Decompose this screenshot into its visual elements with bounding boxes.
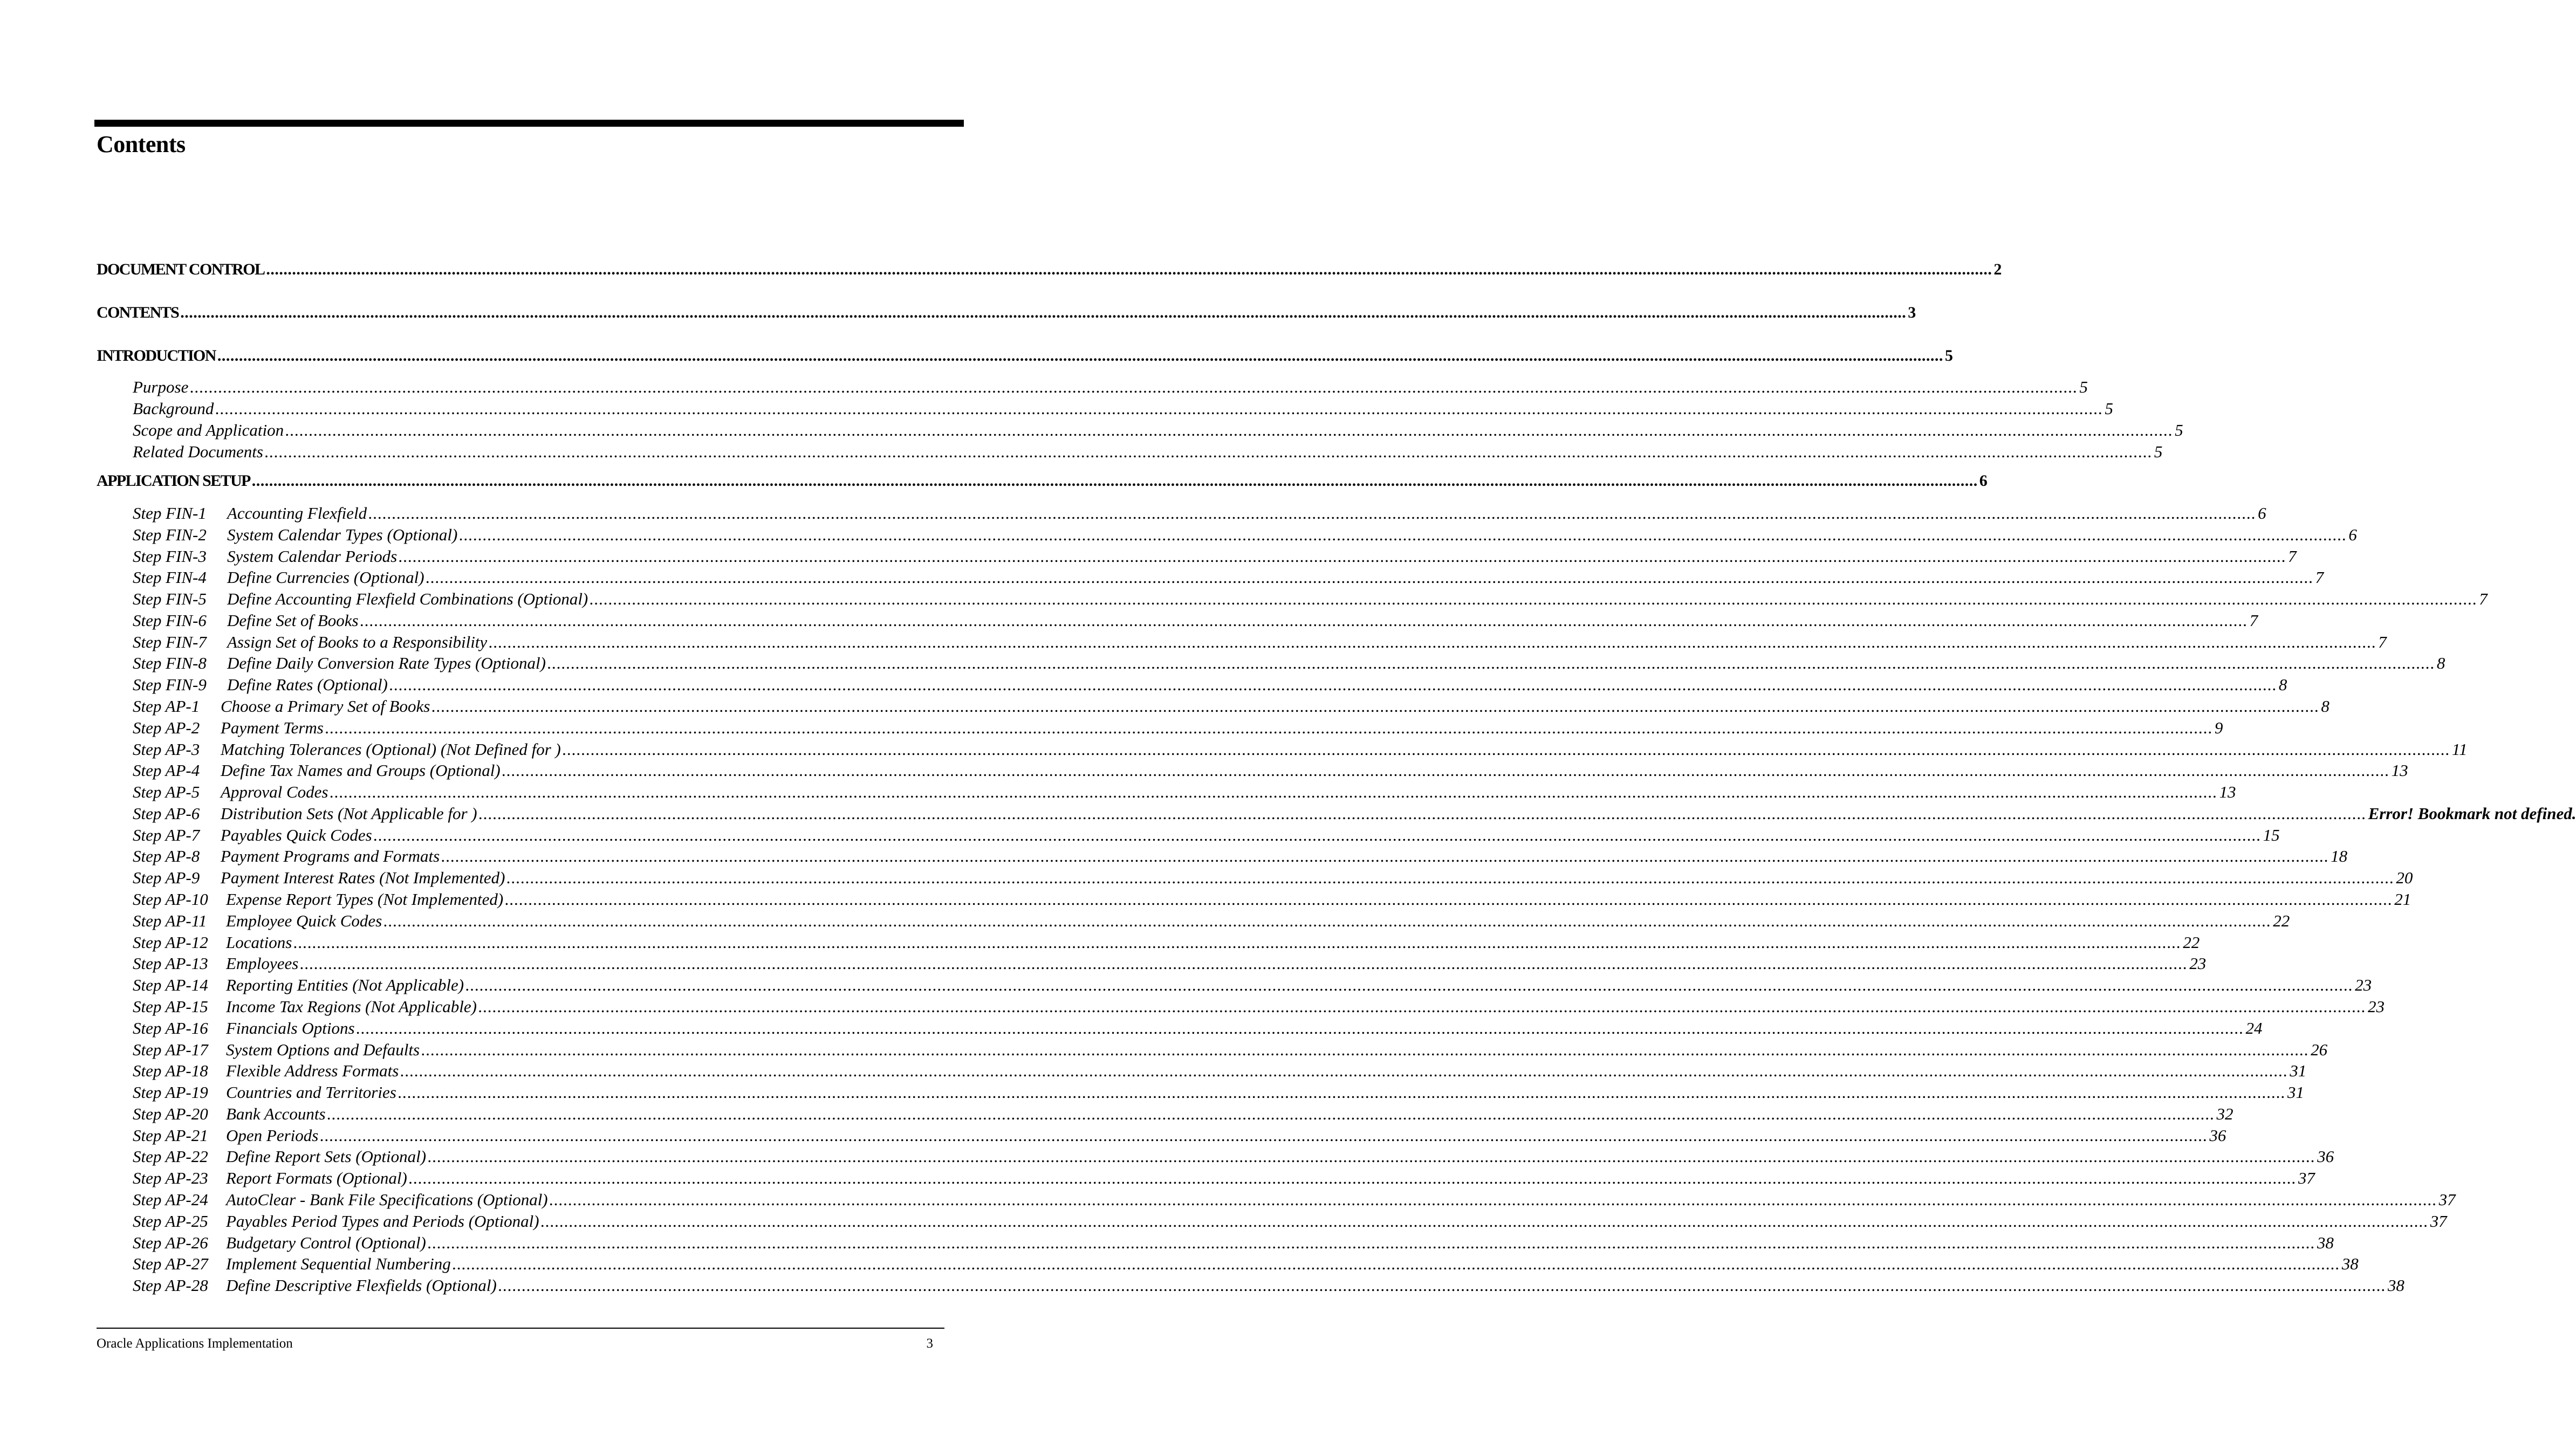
dot-leader: ................................................................................................................................................................................................................................................................................................................................................................................................................ [428,1147,2316,1166]
toc-entry-title: Employee Quick Codes [226,911,382,930]
toc-entry[interactable] [133,1060,2307,1082]
toc-entry-title: Define Rates (Optional) [227,675,388,694]
toc-step-number: Step AP-8 [133,847,200,865]
toc-entry-title: Define Descriptive Flexfields (Optional) [226,1276,497,1295]
toc-entry-title: Assign Set of Books to a Responsibility [227,633,488,651]
toc-entry-title: Payables Quick Codes [221,826,372,844]
toc-entry[interactable] [133,974,2372,996]
toc-page-number: 7 [2378,633,2387,651]
toc-entry[interactable] [133,717,2223,739]
toc-entry[interactable] [133,376,2088,398]
toc-entry[interactable] [133,610,2258,631]
toc-entry[interactable] [133,846,2348,867]
dot-leader: ................................................................................................................................................................................................................................................................................................................................................................................................................ [330,782,2218,801]
dot-leader: ................................................................................................................................................................................................................................................................................................................................................................................................................ [505,890,2393,909]
dot-leader: ................................................................................................................................................................................................................................................................................................................................................................................................................ [426,568,2314,587]
toc-page-number: 22 [2183,933,2200,952]
toc-entry-title: Background [133,399,214,418]
toc-page-number: 3 [1908,304,1915,321]
toc-page-number: 9 [2214,718,2223,737]
dot-leader: ................................................................................................................................................................................................................................................................................................................................................................................................................ [300,954,2188,973]
dot-leader: ................................................................................................................................................................................................................................................................................................................................................................................................................ [465,975,2354,994]
toc-entry-title: Payables Period Types and Periods (Optional) [226,1212,539,1231]
toc-page-number: 7 [2288,547,2297,566]
toc-page-number: 31 [2290,1061,2307,1080]
toc-entry[interactable] [133,825,2280,846]
toc-entry-title: Financials Options [226,1019,355,1038]
toc-step-number: Step AP-26 [133,1233,208,1252]
toc-step-number: Step FIN-5 [133,589,207,608]
toc-step-number: Step FIN-7 [133,633,207,651]
toc-entry-title: Matching Tolerances (Optional) (Not Defined for ) [221,740,561,759]
toc-entry[interactable] [133,696,2330,717]
dot-leader: ................................................................................................................................................................................................................................................................................................................................................................................................................ [360,611,2248,630]
toc-page-number: 23 [2189,954,2207,973]
toc-entry[interactable] [133,1189,2456,1211]
dot-leader: ................................................................................................................................................................................................................................................................................................................................................................................................................ [399,547,2287,566]
toc-section-entry[interactable] [97,259,2001,280]
toc-entry-title: Define Currencies (Optional) [227,568,424,587]
toc-entry-title: Approval Codes [221,782,328,801]
dot-leader: ................................................................................................................................................................................................................................................................................................................................................................................................................ [251,472,1978,490]
dot-leader: ................................................................................................................................................................................................................................................................................................................................................................................................................ [431,697,2320,716]
toc-entry[interactable] [133,760,2408,781]
toc-entry-title: Scope and Application [133,421,284,439]
toc-step-number: Step AP-12 [133,933,208,952]
toc-section-entry[interactable] [97,470,1987,492]
toc-page-number: 13 [2219,782,2236,801]
toc-step-number: Step AP-1 [133,697,200,716]
toc-entry[interactable] [133,1082,2304,1103]
dot-leader: ................................................................................................................................................................................................................................................................................................................................................................................................................ [489,633,2377,651]
dot-leader: ................................................................................................................................................................................................................................................................................................................................................................................................................ [325,718,2213,737]
dot-leader: ................................................................................................................................................................................................................................................................................................................................................................................................................ [421,1040,2310,1059]
toc-entry[interactable] [133,503,2266,524]
toc-entry[interactable] [133,867,2413,889]
toc-page-number: 26 [2311,1040,2328,1059]
dot-leader: ................................................................................................................................................................................................................................................................................................................................................................................................................ [327,1104,2215,1123]
toc-page-number: 37 [2430,1212,2447,1231]
toc-page-number: 22 [2273,911,2290,930]
toc-entry-title: System Options and Defaults [226,1040,420,1059]
toc-entry-title: Budgetary Control (Optional) [226,1233,426,1252]
toc-page-number: 37 [2438,1190,2456,1209]
toc-entry[interactable] [133,567,2324,588]
toc-step-number: Step FIN-2 [133,525,207,544]
toc-page-number: 5 [2154,442,2163,461]
toc-page-number: 8 [2321,697,2330,716]
toc-step-number: Step AP-6 [133,804,200,823]
toc-entry-title: Employees [226,954,299,973]
toc-page-number: 15 [2263,826,2280,844]
toc-page-number: 5 [2079,377,2088,396]
toc-entry-title: Flexible Address Formats [226,1061,399,1080]
toc-step-number: Step AP-15 [133,997,208,1016]
toc-entry[interactable] [133,889,2411,910]
toc-entry[interactable] [133,546,2297,567]
footer-rule [97,1328,944,1329]
toc-page-number: 21 [2394,890,2411,909]
dot-leader: ................................................................................................................................................................................................................................................................................................................................................................................................................ [383,911,2272,930]
toc-step-number: Step FIN-8 [133,654,207,672]
toc-entry-title: System Calendar Periods [227,547,398,566]
toc-entry[interactable] [133,803,2576,825]
toc-page-number: 13 [2391,761,2408,780]
toc-entry-title: Related Documents [133,442,263,461]
dot-leader: ................................................................................................................................................................................................................................................................................................................................................................................................................ [562,740,2450,759]
toc-entry-title: Payment Interest Rates (Not Implemented) [221,868,505,887]
toc-page-number: 31 [2287,1083,2304,1102]
toc-step-number: Step AP-23 [133,1169,208,1187]
dot-leader: ................................................................................................................................................................................................................................................................................................................................................................................................................ [478,804,2367,823]
toc-page-number: 8 [2278,675,2287,694]
toc-entry[interactable] [133,441,2163,463]
toc-page-number: 5 [2175,421,2183,439]
footer-document-title: Oracle Applications Implementation [97,1336,293,1351]
toc-page-number: 11 [2451,740,2468,759]
toc-entry-title: AutoClear - Bank File Specifications (Optional) [226,1190,548,1209]
toc-step-number: Step AP-4 [133,761,200,780]
toc-entry-title: Payment Programs and Formats [221,847,440,865]
dot-leader: ................................................................................................................................................................................................................................................................................................................................................................................................................ [441,847,2330,865]
toc-entry[interactable] [133,398,2113,420]
dot-leader: ................................................................................................................................................................................................................................................................................................................................................................................................................ [400,1061,2289,1080]
dot-leader: ................................................................................................................................................................................................................................................................................................................................................................................................................ [427,1233,2315,1252]
dot-leader: ................................................................................................................................................................................................................................................................................................................................................................................................................ [356,1019,2244,1038]
toc-entry-title: Report Formats (Optional) [226,1169,407,1187]
toc-page-number: 6 [2258,504,2266,523]
toc-entry-title: Expense Report Types (Not Implemented) [226,890,504,909]
toc-page-number: 7 [2249,611,2258,630]
toc-entry[interactable] [133,1018,2263,1039]
toc-step-number: Step AP-14 [133,975,208,994]
dot-leader: ................................................................................................................................................................................................................................................................................................................................................................................................................ [459,525,2347,544]
toc-entry[interactable] [133,1039,2328,1061]
toc-entry[interactable] [133,631,2387,653]
toc-entry-title: DOCUMENT CONTROL [97,260,265,278]
dot-leader: ................................................................................................................................................................................................................................................................................................................................................................................................................ [590,589,2478,608]
dot-leader: ................................................................................................................................................................................................................................................................................................................................................................................................................ [389,675,2277,694]
dot-leader: ................................................................................................................................................................................................................................................................................................................................................................................................................ [266,260,1992,278]
toc-entry[interactable] [133,1253,2359,1275]
toc-step-number: Step FIN-6 [133,611,207,630]
toc-page-number: 23 [2355,975,2372,994]
toc-section-entry[interactable] [97,345,1952,367]
toc-page-number: 36 [2209,1126,2226,1145]
toc-page-number: 36 [2317,1147,2334,1166]
toc-entry[interactable] [133,996,2385,1018]
toc-page-number: Error! Bookmark not defined. [2368,804,2576,823]
dot-leader: ................................................................................................................................................................................................................................................................................................................................................................................................................ [368,504,2257,523]
toc-page-number: 32 [2216,1104,2234,1123]
toc-step-number: Step AP-24 [133,1190,208,1209]
dot-leader: ................................................................................................................................................................................................................................................................................................................................................................................................................ [478,997,2366,1016]
toc-entry-title: Accounting Flexfield [227,504,367,523]
toc-entry[interactable] [133,1232,2334,1254]
toc-entry[interactable] [133,1275,2404,1296]
toc-step-number: Step AP-21 [133,1126,208,1145]
toc-step-number: Step FIN-4 [133,568,207,587]
toc-step-number: Step AP-28 [133,1276,208,1295]
toc-step-number: Step AP-13 [133,954,208,973]
toc-page-number: 7 [2479,589,2488,608]
toc-page-number: 18 [2331,847,2348,865]
toc-entry-title: Define Accounting Flexfield Combinations (Optional) [227,589,588,608]
toc-step-number: Step AP-20 [133,1104,208,1123]
toc-entry[interactable] [133,674,2287,696]
toc-step-number: Step AP-11 [133,911,207,930]
dot-leader: ................................................................................................................................................................................................................................................................................................................................................................................................................ [180,304,1907,321]
toc-page-number: 23 [2367,997,2385,1016]
toc-entry[interactable] [133,588,2488,610]
dot-leader: ................................................................................................................................................................................................................................................................................................................................................................................................................ [452,1254,2340,1273]
toc-entry[interactable] [133,524,2357,546]
toc-step-number: Step AP-16 [133,1019,208,1038]
dot-leader: ................................................................................................................................................................................................................................................................................................................................................................................................................ [549,1190,2437,1209]
toc-entry-title: CONTENTS [97,304,179,321]
toc-step-number: Step AP-22 [133,1147,208,1166]
footer-page-number: 3 [926,1336,933,1351]
toc-entry[interactable] [133,932,2200,953]
toc-entry-title: INTRODUCTION [97,347,216,365]
toc-step-number: Step FIN-9 [133,675,207,694]
toc-entry-title: Implement Sequential Numbering [226,1254,451,1273]
toc-step-number: Step AP-25 [133,1212,208,1231]
toc-entry-title: Bank Accounts [226,1104,326,1123]
toc-page-number: 6 [2348,525,2357,544]
toc-section-entry[interactable] [97,302,1915,324]
dot-leader: ................................................................................................................................................................................................................................................................................................................................................................................................................ [373,826,2262,844]
toc-page-number: 8 [2436,654,2445,672]
dot-leader: ................................................................................................................................................................................................................................................................................................................................................................................................................ [215,399,2104,418]
toc-entry-title: Purpose [133,377,189,396]
dot-leader: ................................................................................................................................................................................................................................................................................................................................................................................................................ [540,1212,2429,1231]
toc-entry-title: Define Report Sets (Optional) [226,1147,427,1166]
toc-entry-title: Income Tax Regions (Not Applicable) [226,997,477,1016]
toc-entry-title: Choose a Primary Set of Books [221,697,430,716]
toc-step-number: Step AP-27 [133,1254,208,1273]
toc-entry[interactable] [133,420,2183,441]
toc-page-number: 7 [2315,568,2324,587]
toc-step-number: Step AP-19 [133,1083,208,1102]
toc-entry[interactable] [133,953,2207,974]
toc-step-number: Step FIN-1 [133,504,207,523]
toc-entry[interactable] [133,1103,2234,1125]
dot-leader: ................................................................................................................................................................................................................................................................................................................................................................................................................ [285,421,2174,439]
toc-entry[interactable] [133,1125,2226,1146]
dot-leader: ................................................................................................................................................................................................................................................................................................................................................................................................................ [217,347,1943,365]
dot-leader: ................................................................................................................................................................................................................................................................................................................................................................................................................ [190,377,2078,396]
toc-entry[interactable] [133,652,2445,674]
dot-leader: ................................................................................................................................................................................................................................................................................................................................................................................................................ [506,868,2395,887]
toc-page-number: 6 [1979,472,1987,490]
toc-page-number: 5 [2105,399,2113,418]
toc-entry-title: System Calendar Types (Optional) [227,525,458,544]
dot-leader: ................................................................................................................................................................................................................................................................................................................................................................................................................ [293,933,2182,952]
toc-page-number: 24 [2245,1019,2263,1038]
toc-page-number: 38 [2317,1233,2334,1252]
toc-entry-title: Reporting Entities (Not Applicable) [226,975,464,994]
dot-leader: ................................................................................................................................................................................................................................................................................................................................................................................................................ [398,1083,2286,1102]
toc-page-number: 37 [2298,1169,2315,1187]
toc-page-number: 5 [1944,347,1952,365]
toc-step-number: Step AP-17 [133,1040,208,1059]
toc-entry-title: Countries and Territories [226,1083,396,1102]
toc-entry-title: Payment Terms [221,718,324,737]
toc-entry-title: Open Periods [226,1126,319,1145]
toc-entry-title: Define Daily Conversion Rate Types (Optional) [227,654,546,672]
toc-step-number: Step AP-7 [133,826,200,844]
toc-step-number: Step AP-2 [133,718,200,737]
dot-leader: ................................................................................................................................................................................................................................................................................................................................................................................................................ [502,761,2390,780]
toc-page-number: 20 [2396,868,2413,887]
toc-entry-title: Define Set of Books [227,611,359,630]
toc-step-number: Step AP-3 [133,740,200,759]
toc-entry-title: Distribution Sets (Not Applicable for ) [221,804,477,823]
toc-step-number: Step AP-5 [133,782,200,801]
toc-page-number: 2 [1993,260,2001,278]
dot-leader: ................................................................................................................................................................................................................................................................................................................................................................................................................ [264,442,2153,461]
toc-entry[interactable] [133,1146,2334,1167]
toc-step-number: Step AP-9 [133,868,200,887]
toc-entry-title: Define Tax Names and Groups (Optional) [221,761,501,780]
dot-leader: ................................................................................................................................................................................................................................................................................................................................................................................................................ [320,1126,2208,1145]
toc-entry[interactable] [133,1211,2447,1232]
page-title: Contents [97,131,186,157]
dot-leader: ................................................................................................................................................................................................................................................................................................................................................................................................................ [408,1169,2297,1187]
toc-page-number: 38 [2387,1276,2404,1295]
toc-entry[interactable] [133,739,2468,760]
toc-entry-title: APPLICATION SETUP [97,472,250,490]
toc-step-number: Step FIN-3 [133,547,207,566]
dot-leader: ................................................................................................................................................................................................................................................................................................................................................................................................................ [547,654,2435,672]
toc-entry[interactable] [133,781,2236,803]
toc-entry[interactable] [133,1167,2315,1189]
toc-entry[interactable] [133,910,2290,932]
toc-step-number: Step AP-10 [133,890,208,909]
toc-page-number: 38 [2341,1254,2359,1273]
dot-leader: ................................................................................................................................................................................................................................................................................................................................................................................................................ [498,1276,2386,1295]
toc-entry-title: Locations [226,933,292,952]
toc-step-number: Step AP-18 [133,1061,208,1080]
